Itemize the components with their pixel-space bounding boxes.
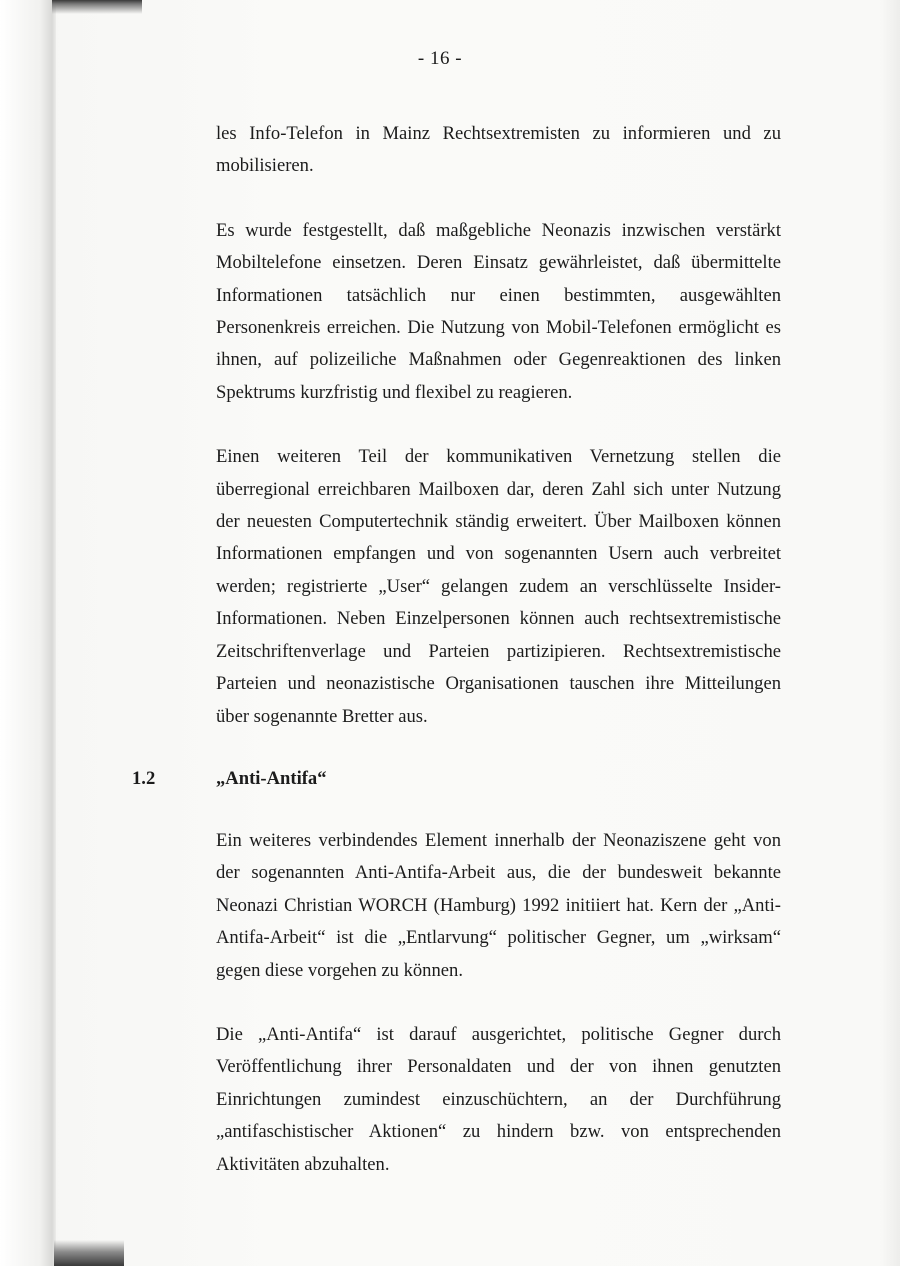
body-text [132, 118, 781, 1181]
section-number: 1.2 [132, 767, 156, 789]
paragraph-mailboxen: Einen weiteren Teil der kommunikativen Vernetzung stellen die überregional erreichbaren Mailboxen dar, deren Zahl sich unter Nutzung der neuesten Computertechnik ständig erweitert. Über Mailboxen können Informationen empfangen und von sogenannten Usern auch verbreitet werden; registrierte „User“ gelangen zudem an verschlüsselte Insider-Informationen. Neben Einzelpersonen können auch rechtsextremistische Zeitschriftenverlage und Parteien partizipieren. Rechtsextremistische Parteien und neonazistische Organisationen tauschen ihre Mitteilungen über sogenannte Bretter aus. [216, 446, 781, 727]
section-heading [132, 763, 781, 795]
binding-shadow-top [52, 0, 142, 14]
section-title: „Anti-Antifa“ [216, 767, 327, 789]
paragraph-anti-antifa-arbeit: Ein weiteres verbindendes Element innerhalb der Neonaziszene geht von der sogenannten Anti-Antifa-Arbeit aus, die der bundesweit bekannte Neonazi Christian WORCH (Hamburg) 1992 initiiert hat. Kern der „Anti-Antifa-Arbeit“ ist die „Entlarvung“ politischer Gegner, um „wirksam“ gegen diese vorgehen zu können. [216, 829, 781, 981]
binding-shadow-bottom [54, 1240, 124, 1266]
paragraph-info-telefon: les Info-Telefon in Mainz Rechtsextremisten zu informieren und zu mobilisieren. [216, 123, 781, 177]
binding-edge [0, 0, 56, 1266]
paragraph-anti-antifa-ziel: Die „Anti-Antifa“ ist darauf ausgerichtet, politische Gegner durch Veröffentlichung ihrer Personaldaten und der von ihnen genutzten Einrichtungen zumindest einzuschüchtern, an der Durchführung „antifaschistischer Aktionen“ zu hindern bzw. von entsprechenden Aktivitäten abzuhalten. [216, 1023, 781, 1175]
paragraph-mobiltelefone: Es wurde festgestellt, daß maßgebliche Neonazis inzwischen verstärkt Mobiltelefone einsetzen. Deren Einsatz gewährleistet, daß übermittelte Informationen tatsächlich nur einen bestimmten, ausgewählten Personenkreis erreichen. Die Nutzung von Mobil-Telefonen ermöglicht es ihnen, auf polizeiliche Maßnahmen oder Gegenreaktionen des linken Spektrums kurzfristig und flexibel zu reagieren. [216, 219, 781, 403]
page-number: - 16 - [417, 48, 463, 69]
